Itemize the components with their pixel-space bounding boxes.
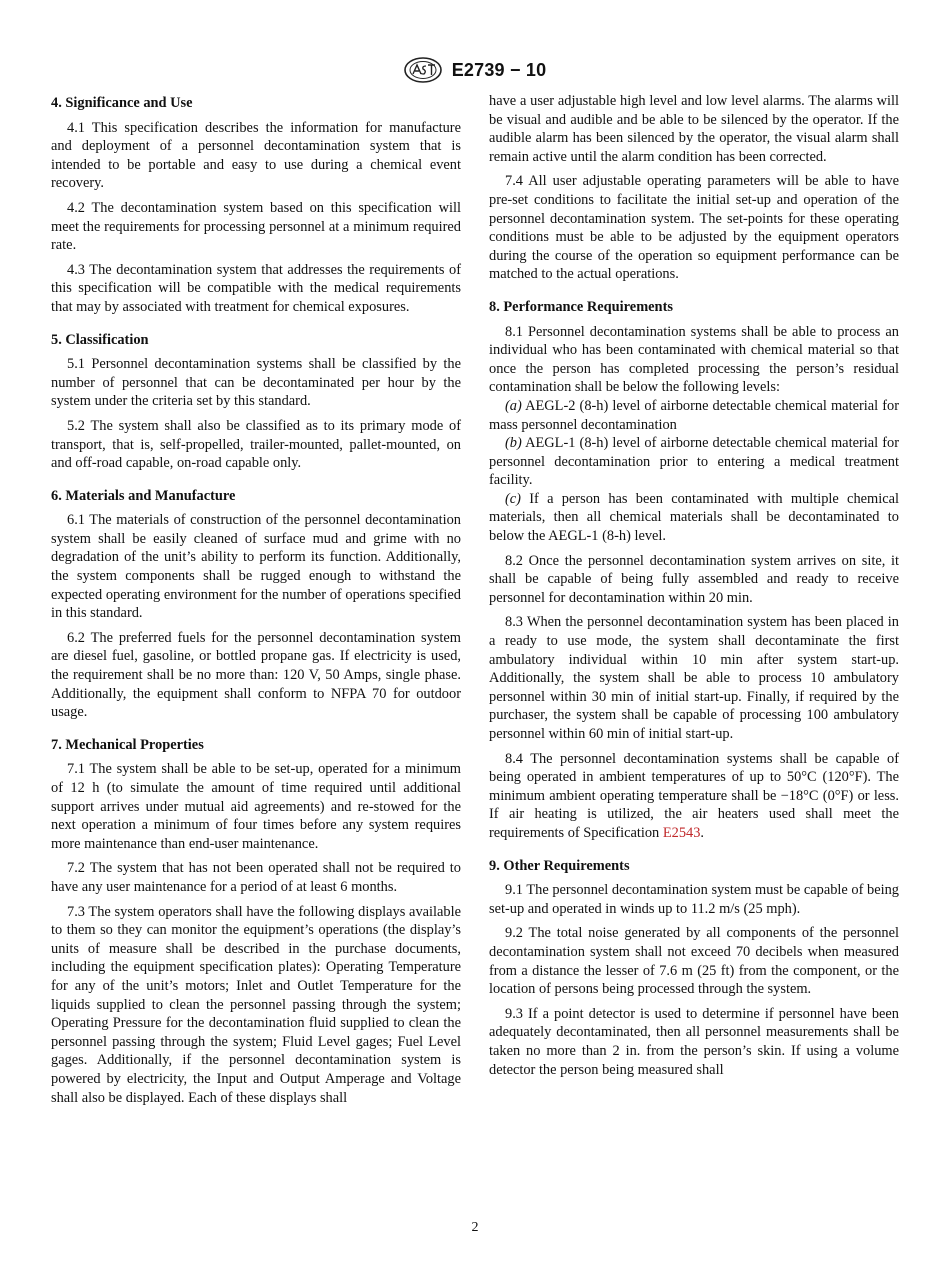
paragraph: 5.1 Personnel decontamination systems shall be classified by the number of personnel that can be decontaminated per hour by the system under the criteria set by this standard. <box>51 356 461 410</box>
paragraph: 4.1 This specification describes the information for manufacture and deployment of a personnel decontamination system that is intended to be portable and easy to use during a chemical event recovery. <box>51 119 461 192</box>
section-heading: 9. Other Requirements <box>489 857 630 874</box>
paragraph: 8.1 Personnel decontamination systems shall be able to process an individual who has been contaminated with chemical material so that once the person has completed processing the person’s residual contamination shall be below the following levels: <box>489 323 899 396</box>
list-text: If a person has been contaminated with multiple chemical materials, then all chemical materials shall be decontaminated to below the AEGL-1 (8-h) level. <box>489 490 899 545</box>
paragraph: 7.4 All user adjustable operating parameters will be able to have pre-set conditions to facilitate the initial set-up and operation of the personnel decontamination system. The set-points for these operating conditions must be able to be adjusted by the equipment operators during the course of the operation so equipment performance can be matched to the actual operations. <box>489 173 899 283</box>
section-heading: 6. Materials and Manufacture <box>51 487 236 504</box>
paragraph: 9.1 The personnel decontamination system must be capable of being set-up and operated in winds up to 11.2 m/s (25 mph). <box>489 882 899 917</box>
list-text: AEGL-2 (8-h) level of airborne detectable chemical material for mass personnel decontamination <box>489 397 899 433</box>
section-heading: 7. Mechanical Properties <box>51 736 204 753</box>
paragraph: 7.3 The system operators shall have the following displays available to them so they can monitor the equipment’s operations (the display’s units of measure shall be described in the purchase documents, including the equipment specification plates): Operating Temperature for any of the unit’s motors; Inlet and Outlet Temperature for the liquids supplied to clean the personnel passing through the system; Operating Pressure for the decontamination fluid supplied to clean the personnel passing through the system; Fluid Level gages; Fuel Level gages. Additionally, if the personnel decontamination system is powered by electricity, the Input and Output Amperage and Voltage shall also be displayed. Each of these displays shall <box>51 903 461 1106</box>
paragraph: 7.1 The system shall be able to be set-up, operated for a minimum of 12 h (to simulate the amount of time required until additional support arrives under mutual aid agreements) and re-stowed for the next operation a minimum of four times before any system requires more maintenance than end-user maintenance. <box>51 761 461 852</box>
list-item <box>489 397 899 434</box>
paragraph: 6.1 The materials of construction of the personnel decontamination system shall be easily cleaned of surface mud and grime with no degradation of the unit’s ability to perform its function. Additionally, the system components shall be rugged enough to withstand the expected operating environment for the number of operations specified in this standard. <box>51 512 461 622</box>
left-column <box>51 92 461 1113</box>
paragraph-continuation: have a user adjustable high level and low level alarms. The alarms will be visual and audible and be able to be silenced by the operator. If the audible alarm has been silenced by the operator, the visual alarm shall remain active until the alarm condition has been corrected. <box>489 93 899 165</box>
paragraph <box>489 750 899 843</box>
page-number: 2 <box>471 1220 479 1235</box>
paragraph-end: . <box>700 824 705 841</box>
astm-logo-icon <box>404 57 442 83</box>
paragraph: 4.2 The decontamination system based on this specification will meet the requirements for processing personnel at a minimum required rate. <box>51 199 461 254</box>
section-heading: 8. Performance Requirements <box>489 298 673 315</box>
list-label: (b) <box>505 435 522 452</box>
standard-reference-link[interactable]: E2543 <box>662 824 701 841</box>
list-label: (a) <box>505 397 522 414</box>
page-header <box>0 57 950 83</box>
paragraph: 9.2 The total noise generated by all components of the personnel decontamination system shall not exceed 70 decibels when measured from a distance the lesser of 7.6 m (25 ft) from the component, or the location of persons being processed through the system. <box>489 925 899 998</box>
list-text: AEGL-1 (8-h) level of airborne detectable chemical material for personnel decontamination prior to entering a medical treatment facility. <box>489 435 899 489</box>
paragraph: 4.3 The decontamination system that addresses the requirements of this specification will be compatible with the medical requirements that may by associated with treatment for chemical exposures. <box>51 261 461 315</box>
paragraph-text: 8.4 The personnel decontamination systems shall be capable of being operated in ambient temperatures of up to 50°C (120°F). The minimum ambient operating temperature shall be −18°C (0°F) or less. If air heating is utilized, the air heaters used shall meet the requirements of Specification <box>489 750 899 841</box>
paragraph: 8.2 Once the personnel decontamination system arrives on site, it shall be capable of being fully assembled and ready to receive personnel for decontamination within 20 min. <box>489 552 899 606</box>
list-item <box>489 434 899 490</box>
paragraph: 7.2 The system that has not been operated shall not be required to have any user maintenance for a period of at least 6 months. <box>51 860 461 895</box>
paragraph: 8.3 When the personnel decontamination system has been placed in a ready to use mode, the system shall decontaminate the first ambulatory individual within 10 min after system start-up. Additionally, the system shall be able to process 10 ambulatory personnel within 30 min of initial start-up. Finally, if required by the purchaser, the system shall be capable of processing 100 ambulatory personnel within 60 min of initial start-up. <box>489 614 899 742</box>
list-label: (c) <box>505 490 521 507</box>
document-designation: E2739 − 10 <box>451 59 547 80</box>
paragraph: 9.3 If a point detector is used to determine if personnel have been adequately decontaminated, then all personnel measurements shall be taken no more than 2 in. from the person’s skin. If using a volume detector the person being measured shall <box>489 1005 899 1078</box>
section-heading: 5. Classification <box>51 331 149 348</box>
paragraph: 5.2 The system shall also be classified as to its primary mode of transport, that is, self-propelled, trailer-mounted, pallet-mounted, on and off-road capable, on-road capable only. <box>51 417 461 472</box>
paragraph: 6.2 The preferred fuels for the personnel decontamination system are diesel fuel, gasoline, or bottled propane gas. If electricity is used, the requirement shall be no more than: 120 V, 50 Amps, single phase. Additionally, the equipment shall conform to NFPA 70 for outdoor usage. <box>51 629 461 721</box>
section-heading: 4. Significance and Use <box>51 95 193 111</box>
list-item <box>489 490 899 546</box>
right-column <box>489 92 899 1085</box>
